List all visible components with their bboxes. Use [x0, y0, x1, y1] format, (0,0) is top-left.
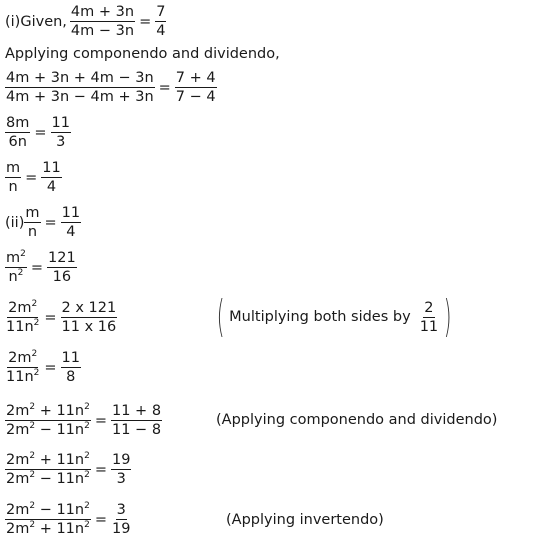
equals-sign: = — [30, 259, 44, 276]
p2e-fraction — [5, 403, 91, 438]
p2g-fraction — [5, 502, 91, 537]
term: − 11n — [35, 502, 85, 518]
term: + 11n — [35, 403, 85, 419]
numerator: m — [6, 160, 21, 176]
term: 2m — [6, 422, 30, 438]
p2b-ratio — [47, 250, 77, 285]
numerator-base: m — [6, 250, 21, 266]
exponent: 2 — [29, 470, 36, 480]
ratio-denominator: 4 — [66, 224, 76, 240]
denominator-base: 11n — [6, 319, 34, 335]
p2c-ratio — [61, 300, 118, 335]
ratio-denominator: 4 — [46, 179, 57, 195]
ratio-numerator: 11 — [42, 160, 61, 176]
ratio-denominator: 8 — [66, 369, 76, 385]
given-ratio — [155, 4, 166, 39]
equals-sign: = — [94, 511, 107, 528]
term: 2m — [6, 521, 30, 537]
numerator — [5, 403, 91, 421]
simp1-ratio — [51, 115, 71, 150]
ratio-numerator: 7 + 4 — [175, 70, 216, 86]
denominator — [5, 318, 40, 335]
denominator — [7, 268, 24, 285]
cd-ratio — [175, 70, 217, 105]
term: 2m — [6, 502, 30, 518]
exponent: 2 — [31, 349, 38, 359]
equals-sign: = — [44, 359, 57, 376]
p2e-ratio — [111, 403, 162, 438]
denominator: n — [27, 224, 38, 240]
ratio-numerator: 11 — [61, 350, 80, 366]
denominator-base: n — [8, 269, 18, 285]
numerator — [5, 502, 91, 520]
equals-sign: = — [34, 124, 47, 141]
note-multiplying — [212, 291, 456, 342]
numerator: 2 — [424, 299, 434, 316]
ratio-denominator: 3 — [56, 134, 66, 150]
exponent: 2 — [29, 402, 36, 412]
denominator — [5, 470, 91, 487]
numerator: 8m — [6, 115, 30, 131]
denominator — [5, 520, 91, 537]
close-paren: ) — [443, 291, 452, 342]
denominator — [5, 421, 91, 438]
given-line — [5, 4, 166, 39]
exponent: 2 — [29, 501, 36, 511]
equals-sign: = — [139, 13, 152, 30]
exponent: 2 — [20, 249, 26, 259]
cd-denominator: 4m + 3n − 4m + 3n — [6, 89, 154, 105]
denominator-base: 11n — [6, 369, 34, 385]
note-fraction — [419, 300, 439, 335]
ratio-numerator: 19 — [112, 452, 131, 468]
part2-label: (ii) — [5, 214, 25, 231]
p2a-line — [5, 205, 81, 240]
exponent: 2 — [84, 520, 90, 530]
term: 2m — [6, 403, 30, 419]
numerator — [5, 250, 27, 268]
simp2-line — [5, 160, 62, 195]
note-text: Multiplying both sides by — [229, 309, 411, 325]
exponent: 2 — [17, 268, 24, 278]
denominator: 11 — [419, 318, 439, 335]
exponent: 2 — [84, 421, 90, 431]
term: 2m — [6, 452, 30, 468]
cd-fraction — [5, 70, 155, 105]
exponent: 2 — [33, 318, 40, 328]
p2c-fraction — [5, 300, 40, 335]
ratio-numerator: 11 + 8 — [112, 403, 162, 419]
ratio-numerator: 11 — [51, 115, 70, 131]
exponent: 2 — [84, 470, 90, 480]
simp2-ratio — [41, 160, 61, 195]
simp1-line — [5, 115, 71, 150]
exponent: 2 — [84, 451, 90, 461]
note-invertendo — [226, 512, 384, 528]
p2c-line — [5, 300, 117, 335]
equals-sign: = — [44, 309, 57, 326]
ratio-denominator: 11 − 8 — [112, 422, 162, 438]
ratio-numerator: 3 — [116, 502, 126, 518]
equals-sign: = — [25, 169, 38, 186]
numerator-base: 2m — [8, 300, 32, 316]
given-numerator: 4m + 3n — [70, 4, 135, 20]
p2a-fraction — [24, 205, 40, 240]
ratio-denominator: 3 — [116, 471, 126, 487]
p2f-line — [5, 452, 131, 487]
exponent: 2 — [29, 421, 36, 431]
equals-sign: = — [44, 214, 57, 231]
exponent: 2 — [29, 520, 36, 530]
simp2-fraction — [5, 160, 21, 195]
denominator: 6n — [8, 134, 27, 150]
p2b-line — [5, 250, 77, 285]
denominator — [5, 368, 40, 385]
ratio-denominator: 16 — [52, 269, 72, 285]
numerator — [7, 300, 38, 318]
ratio-denominator: 4 — [156, 23, 166, 39]
note-text: (Applying invertendo) — [226, 512, 384, 528]
equals-sign: = — [158, 79, 171, 96]
ratio-denominator: 11 x 16 — [61, 319, 117, 335]
p2g-ratio — [111, 502, 131, 537]
p2a-ratio — [61, 205, 81, 240]
term: − 11n — [35, 471, 85, 487]
given-fraction — [70, 4, 135, 39]
step-text-line — [5, 45, 280, 63]
cd-line — [5, 70, 217, 105]
exponent: 2 — [84, 402, 90, 412]
open-paren: ( — [216, 291, 225, 342]
ratio-numerator: 7 — [156, 4, 166, 20]
term: − 11n — [35, 422, 85, 438]
p2f-ratio — [111, 452, 131, 487]
note-text: (Applying componendo and dividendo) — [216, 412, 498, 428]
term: 2m — [6, 471, 30, 487]
cd-numerator: 4m + 3n + 4m − 3n — [6, 70, 154, 86]
numerator: m — [25, 205, 40, 221]
note-componendo — [216, 412, 497, 428]
ratio-denominator: 19 — [112, 521, 131, 537]
simp1-fraction — [5, 115, 30, 150]
denominator: n — [8, 179, 18, 195]
equals-sign: = — [94, 461, 107, 478]
numerator — [7, 350, 38, 368]
exponent: 2 — [31, 299, 38, 309]
ratio-denominator: 7 − 4 — [175, 89, 216, 105]
ratio-numerator: 2 x 121 — [61, 300, 117, 316]
p2g-line — [5, 502, 131, 537]
exponent: 2 — [29, 451, 36, 461]
part1-label: (i)Given, — [5, 13, 67, 30]
p2d-ratio — [61, 350, 81, 385]
exponent: 2 — [33, 368, 40, 378]
ratio-numerator: 121 — [48, 250, 76, 266]
p2b-fraction — [5, 250, 27, 285]
numerator — [5, 452, 91, 470]
numerator-base: 2m — [8, 350, 32, 366]
equals-sign: = — [94, 412, 107, 429]
p2e-line — [5, 403, 162, 438]
term: + 11n — [35, 452, 85, 468]
p2d-fraction — [5, 350, 40, 385]
exponent: 2 — [84, 501, 90, 511]
ratio-numerator: 11 — [61, 205, 81, 221]
given-denominator: 4m − 3n — [70, 23, 135, 39]
step-text: Applying componendo and dividendo, — [5, 46, 280, 62]
p2f-fraction — [5, 452, 91, 487]
p2d-line — [5, 350, 81, 385]
term: + 11n — [35, 521, 85, 537]
